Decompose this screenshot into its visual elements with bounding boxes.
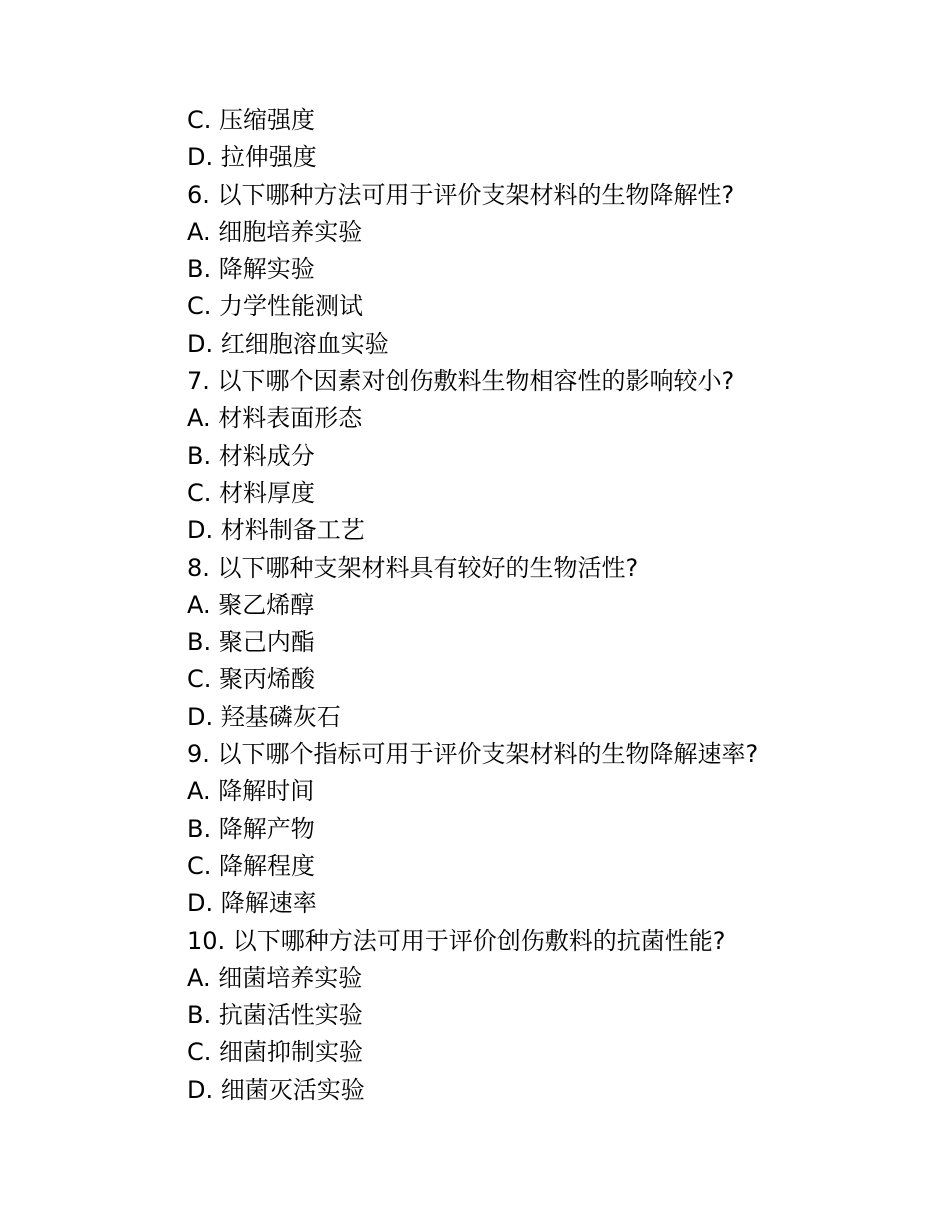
option-7a: A. 材料表面形态 — [187, 404, 363, 433]
option-9c: C. 降解程度 — [187, 851, 316, 880]
option-6a: A. 细胞培养实验 — [187, 217, 363, 246]
option-7d: D. 材料制备工艺 — [187, 516, 365, 545]
option-9d: D. 降解速率 — [187, 889, 317, 918]
option-8b: B. 聚己内酯 — [187, 628, 315, 657]
question-9: 9. 以下哪个指标可用于评价支架材料的生物降解速率? — [187, 740, 759, 769]
option-9a: A. 降解时间 — [187, 777, 315, 806]
option-5d: D. 拉伸强度 — [187, 143, 317, 172]
option-5c: C. 压缩强度 — [187, 106, 316, 134]
question-8: 8. 以下哪种支架材料具有较好的生物活性? — [187, 553, 639, 582]
question-list — [187, 102, 887, 1109]
option-8a: A. 聚乙烯醇 — [187, 590, 315, 619]
option-8d: D. 羟基磷灰石 — [187, 702, 341, 731]
question-6: 6. 以下哪种方法可用于评价支架材料的生物降解性? — [187, 180, 735, 209]
option-8c: C. 聚丙烯酸 — [187, 665, 316, 694]
option-6d: D. 红细胞溶血实验 — [187, 329, 389, 358]
option-7b: B. 材料成分 — [187, 441, 315, 470]
question-7: 7. 以下哪个因素对创伤敷料生物相容性的影响较小? — [187, 367, 735, 396]
option-10d: D. 细菌灭活实验 — [187, 1075, 365, 1104]
option-10c: C. 细菌抑制实验 — [187, 1038, 364, 1067]
option-10a: A. 细菌培养实验 — [187, 963, 363, 992]
question-10: 10. 以下哪种方法可用于评价创伤敷料的抗菌性能? — [187, 926, 726, 955]
option-9b: B. 降解产物 — [187, 814, 315, 843]
option-7c: C. 材料厚度 — [187, 478, 316, 507]
option-6c: C. 力学性能测试 — [187, 292, 364, 321]
option-10b: B. 抗菌活性实验 — [187, 1001, 363, 1030]
option-6b: B. 降解实验 — [187, 255, 315, 284]
